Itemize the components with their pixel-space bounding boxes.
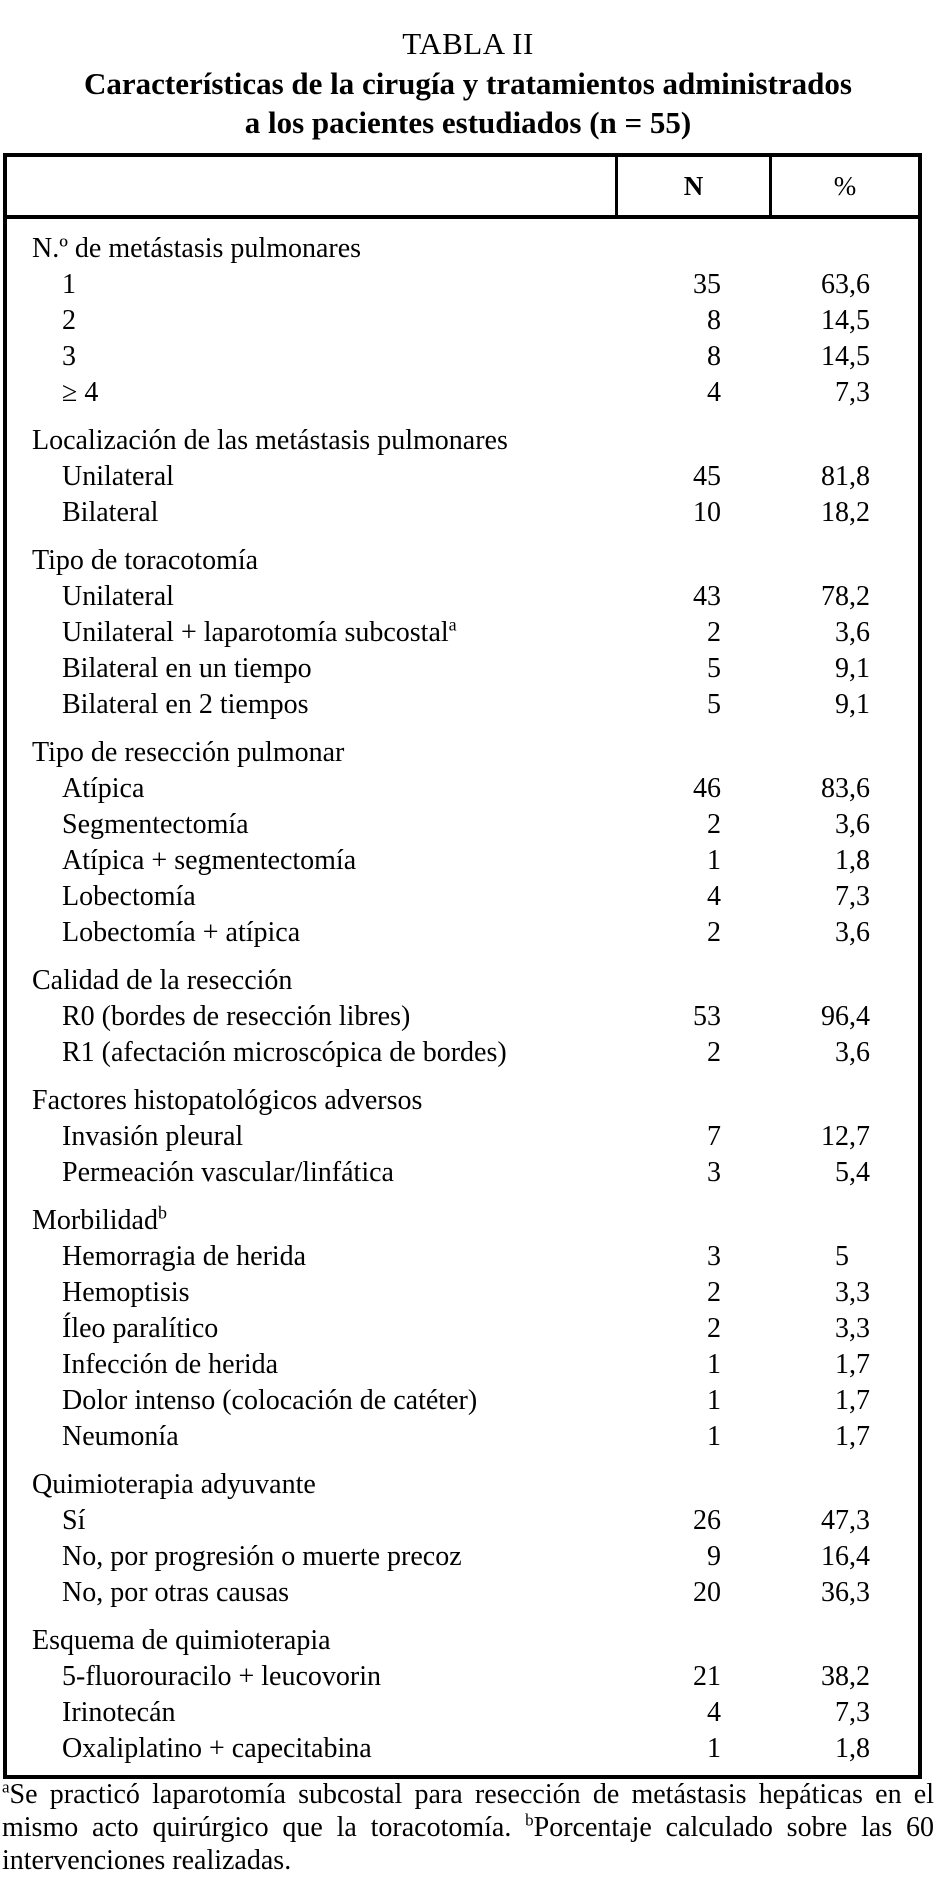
cell-pct bbox=[770, 1275, 918, 1311]
pct-integer: 1 bbox=[835, 1733, 849, 1764]
row-label: Oxaliplatino + capecitabina bbox=[62, 1733, 372, 1764]
pct-decimal: ,8 bbox=[849, 845, 870, 876]
group-header bbox=[7, 963, 918, 999]
row-label: Unilateral bbox=[62, 581, 174, 612]
row-label: Infección de herida bbox=[62, 1349, 279, 1380]
cell-pct bbox=[770, 1155, 918, 1191]
row-label: R1 (afectación microscópica de bordes) bbox=[62, 1037, 507, 1068]
pct-integer: 5 bbox=[835, 1157, 849, 1188]
pct-integer: 3 bbox=[835, 917, 849, 948]
cell-pct bbox=[770, 687, 918, 723]
pct-decimal: ,6 bbox=[849, 773, 870, 804]
pct-integer: 1 bbox=[835, 1385, 849, 1416]
cell-n: 53 bbox=[693, 1001, 721, 1032]
cell-n: 5 bbox=[707, 689, 721, 720]
cell-pct bbox=[770, 375, 918, 411]
cell-n: 46 bbox=[693, 773, 721, 804]
pct-integer: 96 bbox=[821, 1001, 849, 1032]
pct-decimal: ,7 bbox=[849, 1349, 870, 1380]
group-label: N.º de metástasis pulmonares bbox=[32, 233, 362, 264]
cell-n: 26 bbox=[693, 1505, 721, 1536]
pct-integer: 3 bbox=[835, 1277, 849, 1308]
table-row bbox=[7, 1035, 918, 1071]
cell-n: 2 bbox=[707, 809, 721, 840]
cell-n: 1 bbox=[707, 845, 721, 876]
cell-pct bbox=[770, 303, 918, 339]
cell-n: 5 bbox=[707, 653, 721, 684]
cell-pct bbox=[770, 1503, 918, 1539]
pct-decimal bbox=[849, 1239, 885, 1275]
cell-pct bbox=[770, 459, 918, 495]
cell-pct bbox=[770, 999, 918, 1035]
footnote bbox=[2, 1778, 934, 1877]
pct-decimal: ,4 bbox=[849, 1157, 870, 1188]
pct-integer: 3 bbox=[835, 1037, 849, 1068]
row-label: R0 (bordes de resección libres) bbox=[62, 1001, 411, 1032]
table-group bbox=[7, 735, 918, 951]
pct-decimal: ,1 bbox=[849, 689, 870, 720]
pct-decimal: ,6 bbox=[849, 809, 870, 840]
pct-decimal: ,8 bbox=[849, 461, 870, 492]
pct-decimal: ,5 bbox=[849, 341, 870, 372]
table-row bbox=[7, 843, 918, 879]
table-row bbox=[7, 303, 918, 339]
pct-decimal: ,6 bbox=[849, 617, 870, 648]
pct-decimal: ,3 bbox=[849, 1505, 870, 1536]
cell-pct bbox=[770, 495, 918, 531]
pct-decimal: ,8 bbox=[849, 1733, 870, 1764]
row-label: 5-fluorouracilo + leucovorin bbox=[62, 1661, 382, 1692]
cell-pct bbox=[770, 339, 918, 375]
pct-decimal: ,3 bbox=[849, 1277, 870, 1308]
pct-integer: 1 bbox=[835, 845, 849, 876]
pct-integer: 9 bbox=[835, 653, 849, 684]
cell-n: 2 bbox=[707, 1277, 721, 1308]
table-group bbox=[7, 1203, 918, 1455]
group-label: Calidad de la resección bbox=[32, 965, 293, 996]
table-group bbox=[7, 1083, 918, 1191]
row-label: Atípica + segmentectomía bbox=[62, 845, 357, 876]
superscript-a: a bbox=[448, 615, 457, 635]
cell-pct bbox=[770, 1383, 918, 1419]
pct-decimal: ,3 bbox=[849, 1577, 870, 1608]
pct-decimal: ,7 bbox=[849, 1385, 870, 1416]
table-group bbox=[7, 543, 918, 723]
table-row bbox=[7, 339, 918, 375]
pct-integer: 83 bbox=[821, 773, 849, 804]
table-row bbox=[7, 915, 918, 951]
table-row bbox=[7, 1503, 918, 1539]
group-label: Localización de las metástasis pulmonares bbox=[32, 425, 508, 456]
pct-integer: 7 bbox=[835, 377, 849, 408]
pct-decimal: ,6 bbox=[849, 1037, 870, 1068]
cell-n: 2 bbox=[707, 617, 721, 648]
cell-n: 10 bbox=[693, 497, 721, 528]
pct-integer: 81 bbox=[821, 461, 849, 492]
cell-pct bbox=[770, 807, 918, 843]
pct-integer: 78 bbox=[821, 581, 849, 612]
pct-integer: 14 bbox=[821, 341, 849, 372]
pct-decimal: ,1 bbox=[849, 653, 870, 684]
table-row bbox=[7, 1119, 918, 1155]
pct-integer: 1 bbox=[835, 1349, 849, 1380]
cell-pct bbox=[770, 1539, 918, 1575]
group-header bbox=[7, 1083, 918, 1119]
cell-pct bbox=[770, 615, 918, 651]
row-label: Unilateral bbox=[62, 461, 174, 492]
table-row bbox=[7, 459, 918, 495]
cell-n: 43 bbox=[693, 581, 721, 612]
data-table bbox=[3, 153, 922, 1779]
row-label: Lobectomía bbox=[62, 881, 196, 912]
cell-n: 3 bbox=[707, 1241, 721, 1272]
cell-pct bbox=[770, 1239, 918, 1275]
pct-decimal: ,3 bbox=[849, 377, 870, 408]
cell-pct bbox=[770, 843, 918, 879]
group-header bbox=[7, 735, 918, 771]
pct-integer: 5 bbox=[835, 1241, 849, 1272]
table-body bbox=[7, 219, 918, 1775]
pct-integer: 3 bbox=[835, 617, 849, 648]
row-label: 1 bbox=[62, 269, 76, 300]
cell-n: 4 bbox=[707, 377, 721, 408]
row-label: Bilateral en 2 tiempos bbox=[62, 689, 309, 720]
row-label: Neumonía bbox=[62, 1421, 179, 1452]
group-label: Quimioterapia adyuvante bbox=[32, 1469, 316, 1500]
table-row bbox=[7, 879, 918, 915]
table-row bbox=[7, 1275, 918, 1311]
footnote-superscript-a: a bbox=[2, 1777, 10, 1797]
pct-decimal: ,2 bbox=[849, 1661, 870, 1692]
cell-pct bbox=[770, 651, 918, 687]
pct-decimal: ,6 bbox=[849, 269, 870, 300]
cell-pct bbox=[770, 1347, 918, 1383]
table-row bbox=[7, 1347, 918, 1383]
pct-decimal: ,2 bbox=[849, 581, 870, 612]
table-row bbox=[7, 1659, 918, 1695]
pct-decimal: ,2 bbox=[849, 497, 870, 528]
table-group bbox=[7, 1467, 918, 1611]
cell-pct bbox=[770, 1659, 918, 1695]
table-caption-line1: Características de la cirugía y tratamientos administrados bbox=[84, 66, 852, 101]
row-label: Segmentectomía bbox=[62, 809, 249, 840]
table-group bbox=[7, 963, 918, 1071]
table-row bbox=[7, 999, 918, 1035]
table-row bbox=[7, 807, 918, 843]
cell-n: 1 bbox=[707, 1349, 721, 1380]
footnote-superscript-b: b bbox=[525, 1810, 534, 1830]
cell-pct bbox=[770, 267, 918, 303]
pct-integer: 38 bbox=[821, 1661, 849, 1692]
cell-n: 45 bbox=[693, 461, 721, 492]
pct-decimal: ,6 bbox=[849, 917, 870, 948]
cell-pct bbox=[770, 1035, 918, 1071]
row-label: Íleo paralítico bbox=[62, 1313, 219, 1344]
pct-integer: 16 bbox=[821, 1541, 849, 1572]
pct-decimal: ,4 bbox=[849, 1001, 870, 1032]
pct-decimal: ,5 bbox=[849, 305, 870, 336]
group-header bbox=[7, 423, 918, 459]
table-row bbox=[7, 375, 918, 411]
cell-pct bbox=[770, 1695, 918, 1731]
group-label: Esquema de quimioterapia bbox=[32, 1625, 331, 1656]
footnote-text: Se practicó laparotomía subcostal para resección de metástasis hepáticas en el mismo acto quirúrgico que la toracotomía. bbox=[2, 1779, 934, 1843]
table-row bbox=[7, 615, 918, 651]
cell-n: 1 bbox=[707, 1733, 721, 1764]
row-label: Unilateral + laparotomía subcostal$^a$ bbox=[62, 615, 457, 648]
row-label: Sí bbox=[62, 1505, 86, 1536]
cell-pct bbox=[770, 1575, 918, 1611]
pct-integer: 18 bbox=[821, 497, 849, 528]
cell-n: 1 bbox=[707, 1421, 721, 1452]
cell-n: 2 bbox=[707, 917, 721, 948]
cell-n: 7 bbox=[707, 1121, 721, 1152]
cell-pct bbox=[770, 1731, 918, 1767]
table-group bbox=[7, 231, 918, 411]
pct-decimal: ,7 bbox=[849, 1421, 870, 1452]
group-header bbox=[7, 1467, 918, 1503]
pct-integer: 12 bbox=[821, 1121, 849, 1152]
table-row bbox=[7, 1575, 918, 1611]
row-label: 3 bbox=[62, 341, 76, 372]
table-caption bbox=[0, 64, 936, 142]
group-label: Tipo de resección pulmonar bbox=[32, 737, 345, 768]
row-label: ≥ 4 bbox=[62, 377, 99, 408]
table-row bbox=[7, 1419, 918, 1455]
pct-decimal: ,3 bbox=[849, 1697, 870, 1728]
footnote-text: Porcentaje calculado sobre las 60 intervenciones realizadas. bbox=[2, 1812, 935, 1876]
table-caption-line2: a los pacientes estudiados (n = 55) bbox=[244, 105, 692, 140]
cell-n: 2 bbox=[707, 1037, 721, 1068]
row-label: Bilateral en un tiempo bbox=[62, 653, 312, 684]
pct-integer: 3 bbox=[835, 1313, 849, 1344]
row-label: Atípica bbox=[62, 773, 145, 804]
group-label: Morbilidad$^b$ bbox=[32, 1203, 167, 1236]
cell-n: 9 bbox=[707, 1541, 721, 1572]
pct-integer: 63 bbox=[821, 269, 849, 300]
table-row bbox=[7, 1155, 918, 1191]
row-label: No, por otras causas bbox=[62, 1577, 290, 1608]
table-header-row bbox=[7, 157, 918, 219]
row-label: Hemoptisis bbox=[62, 1277, 190, 1308]
pct-integer: 14 bbox=[821, 305, 849, 336]
col-header-pct: % bbox=[769, 157, 918, 215]
group-header bbox=[7, 1623, 918, 1659]
group-label: Factores histopatológicos adversos bbox=[32, 1085, 423, 1116]
table-row bbox=[7, 267, 918, 303]
group-header bbox=[7, 1203, 918, 1239]
cell-n: 35 bbox=[693, 269, 721, 300]
table-row bbox=[7, 687, 918, 723]
superscript-b: b bbox=[158, 1203, 167, 1223]
pct-decimal: ,3 bbox=[849, 881, 870, 912]
table-group bbox=[7, 423, 918, 531]
row-label: Lobectomía + atípica bbox=[62, 917, 301, 948]
group-header bbox=[7, 231, 918, 267]
cell-pct bbox=[770, 1419, 918, 1455]
pct-integer: 47 bbox=[821, 1505, 849, 1536]
row-label: Permeación vascular/linfática bbox=[62, 1157, 394, 1188]
table-row bbox=[7, 1383, 918, 1419]
cell-pct bbox=[770, 915, 918, 951]
cell-n: 20 bbox=[693, 1577, 721, 1608]
table-row bbox=[7, 1731, 918, 1767]
row-label: Irinotecán bbox=[62, 1697, 176, 1728]
table-row bbox=[7, 1539, 918, 1575]
row-label: Dolor intenso (colocación de catéter) bbox=[62, 1385, 478, 1416]
table-row bbox=[7, 579, 918, 615]
table-group bbox=[7, 1623, 918, 1767]
cell-n: 8 bbox=[707, 305, 721, 336]
pct-decimal: ,4 bbox=[849, 1541, 870, 1572]
pct-integer: 7 bbox=[835, 1697, 849, 1728]
table-row bbox=[7, 1239, 918, 1275]
group-label: Tipo de toracotomía bbox=[32, 545, 259, 576]
row-label: Hemorragia de herida bbox=[62, 1241, 307, 1272]
pct-integer: 1 bbox=[835, 1421, 849, 1452]
pct-integer: 36 bbox=[821, 1577, 849, 1608]
table-row bbox=[7, 1311, 918, 1347]
cell-n: 1 bbox=[707, 1385, 721, 1416]
pct-integer: 7 bbox=[835, 881, 849, 912]
table-row bbox=[7, 495, 918, 531]
pct-integer: 3 bbox=[835, 809, 849, 840]
group-header bbox=[7, 543, 918, 579]
table-row bbox=[7, 771, 918, 807]
cell-pct bbox=[770, 879, 918, 915]
pct-decimal: ,7 bbox=[849, 1121, 870, 1152]
row-label: 2 bbox=[62, 305, 76, 336]
cell-pct bbox=[770, 1311, 918, 1347]
cell-n: 3 bbox=[707, 1157, 721, 1188]
pct-decimal: ,3 bbox=[849, 1313, 870, 1344]
cell-pct bbox=[770, 579, 918, 615]
cell-n: 4 bbox=[707, 881, 721, 912]
table-row bbox=[7, 651, 918, 687]
row-label: Invasión pleural bbox=[62, 1121, 244, 1152]
cell-pct bbox=[770, 1119, 918, 1155]
cell-n: 4 bbox=[707, 1697, 721, 1728]
row-label: No, por progresión o muerte precoz bbox=[62, 1541, 462, 1572]
table-row bbox=[7, 1695, 918, 1731]
col-header-empty bbox=[7, 157, 615, 215]
cell-n: 2 bbox=[707, 1313, 721, 1344]
cell-n: 8 bbox=[707, 341, 721, 372]
cell-n: 21 bbox=[693, 1661, 721, 1692]
cell-pct bbox=[770, 771, 918, 807]
col-header-n: N bbox=[615, 157, 769, 215]
table-title: TABLA II bbox=[402, 26, 534, 61]
row-label: Bilateral bbox=[62, 497, 159, 528]
pct-integer: 9 bbox=[835, 689, 849, 720]
